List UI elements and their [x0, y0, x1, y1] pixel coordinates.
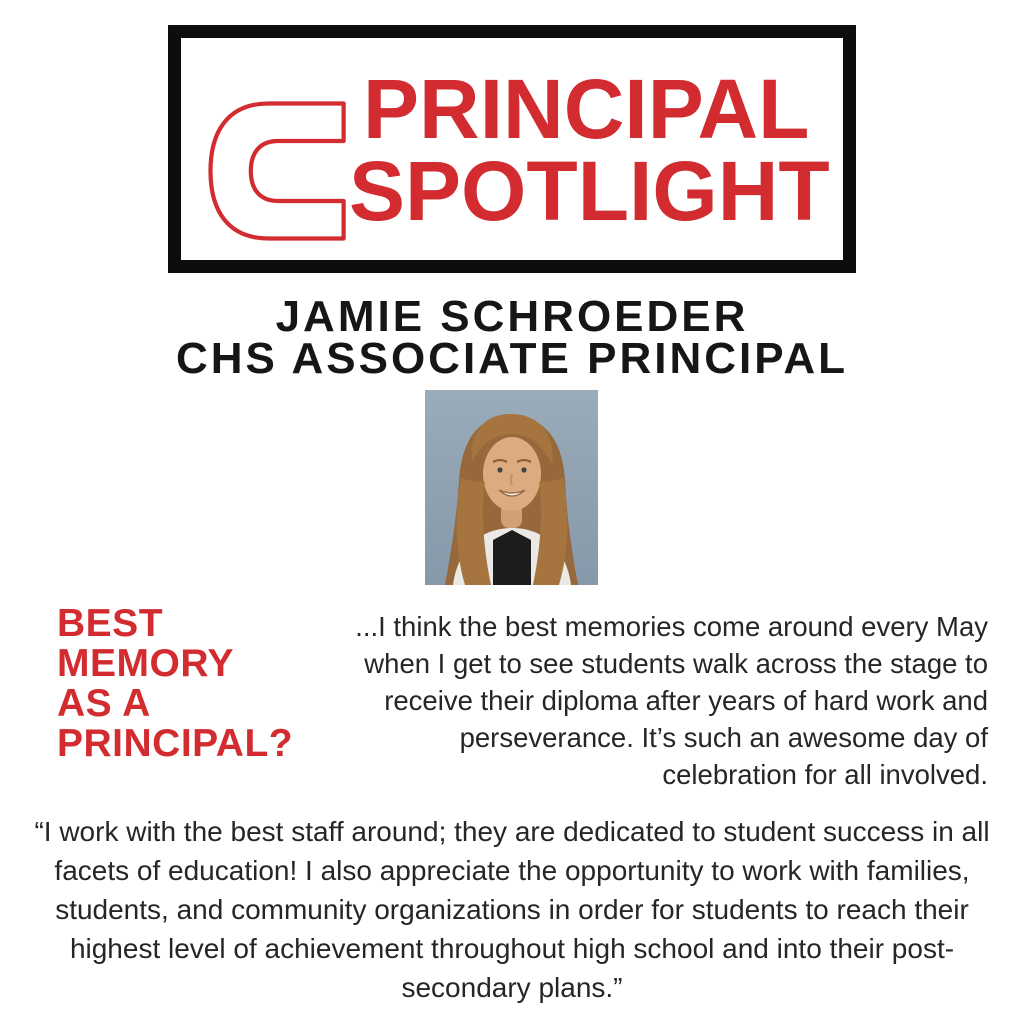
person-name: JAMIE SCHROEDER	[275, 292, 749, 341]
eye-left	[497, 467, 502, 472]
person-title: CHS ASSOCIATE PRINCIPAL	[175, 334, 848, 383]
portrait-photo	[425, 390, 598, 585]
title-line-1: PRINCIPAL	[363, 62, 810, 156]
header-title	[349, 62, 830, 238]
title-line-2: SPOTLIGHT	[349, 144, 830, 238]
question-line: BEST	[57, 602, 164, 645]
header-box	[168, 25, 856, 273]
nose	[511, 474, 512, 485]
question-line: PRINCIPAL?	[57, 722, 294, 765]
shirt	[493, 530, 531, 585]
quote-text: “I work with the best staff around; they are dedicated to student success in all facets of education! I also appreciate the opportunity to work with families, students, and community organizations in order for students to reach their highest level of achievement throughout high school and into their post-secondary plans.”	[34, 816, 990, 1003]
c-letter-outline	[211, 104, 344, 239]
school-logo-c-icon	[203, 96, 353, 246]
question-line: AS A	[57, 682, 151, 725]
question-line: MEMORY	[57, 642, 235, 685]
question-heading	[57, 604, 293, 764]
eye-right	[521, 467, 526, 472]
portrait-illustration	[425, 390, 598, 585]
answer-text: ...I think the best memories come around every May when I get to see students walk across the stage to receive their diploma after years of hard work and perseverance. It’s such an awesome day of celebration for all involved.	[355, 611, 988, 790]
